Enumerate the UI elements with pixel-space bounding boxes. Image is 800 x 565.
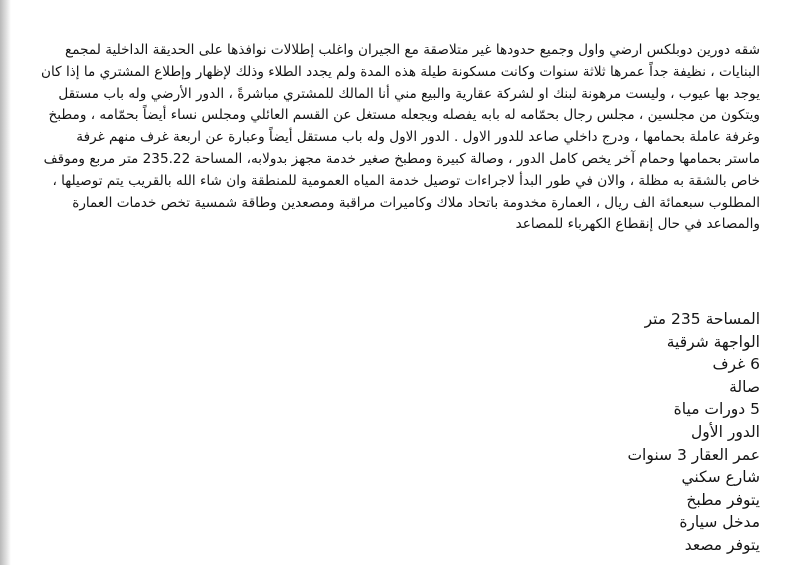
page-edge-shadow — [0, 0, 11, 565]
detail-floor: الدور الأول — [691, 422, 760, 441]
description-paragraph-first-floor: الدور الاول وله باب مستقل أيضاً وعبارة عن اربعة غرف منهم غرفة ماستر بحمامها وحمام آخر يخص كامل الدور ، وصالة كبيرة ومطبخ صغير خدمة مجهز بدولابه، المساحة 235.22 متر مربع وموقف خاص بالشقة به مظلة ، والان في طور البدأ لاجراءات توصيل خدمة المياه العمومية للمنطقة وان شاء الله بالقريب يتم توصيلها ، المطلوب سبعمائة الف ريال ، العمارة مخدومة باتحاد ملاك وكاميرات مراقبة ومصعدين وطاقة شمسية تخص خدمات العمارة والمصاعد في حال إنقطاع الكهرباء للمصاعد — [43, 129, 760, 233]
listing-document — [40, 40, 760, 554]
detail-car-entrance: مدخل سيارة — [679, 513, 760, 532]
detail-hall: صالة — [729, 377, 760, 396]
detail-street: شارع سكني — [681, 468, 760, 487]
detail-area: المساحة 235 متر — [644, 310, 760, 328]
description-paragraph-ground-floor: شقه دورين دوبلكس ارضي واول وجميع حدودها غير متلاصقة مع الجيران واغلب إطلالات نوافذها على الحديقة الداخلية لمجمع البنايات ، نظيفة جداً عمرها ثلاثة سنوات وكانت مسكونة طيلة هذه المدة ولم يجدد الطلاء وذلك لإظهار وإطلاع المشتري ما إذا كان يوجد بها عيوب ، وليست مرهونة لبنك او لشركة عقارية والبيع مني أنا المالك للمشتري مباشرةً ، الدور الأرضي وله باب مستقل ويتكون من مجلسين ، مجلس رجال بحمّامه له بابه يفصله ويجعله مستغل عن القسم العائلي ومجلس نساء أيضاً بحمّامه ، ومطبخ وغرفة عاملة بحمامها ، ودرج داخلي صاعد للدور الاول . — [41, 42, 760, 146]
detail-bathrooms: 5 دورات مياة — [673, 400, 760, 419]
detail-property-age: عمر العقار 3 سنوات — [627, 445, 760, 464]
property-details-list — [627, 308, 760, 557]
detail-rooms: 6 غرف — [712, 355, 760, 374]
detail-kitchen: يتوفر مطبخ — [686, 490, 760, 509]
detail-elevator: يتوفر مصعد — [684, 535, 760, 554]
detail-facade: الواجهة شرقية — [666, 332, 760, 351]
description-text — [40, 40, 760, 236]
